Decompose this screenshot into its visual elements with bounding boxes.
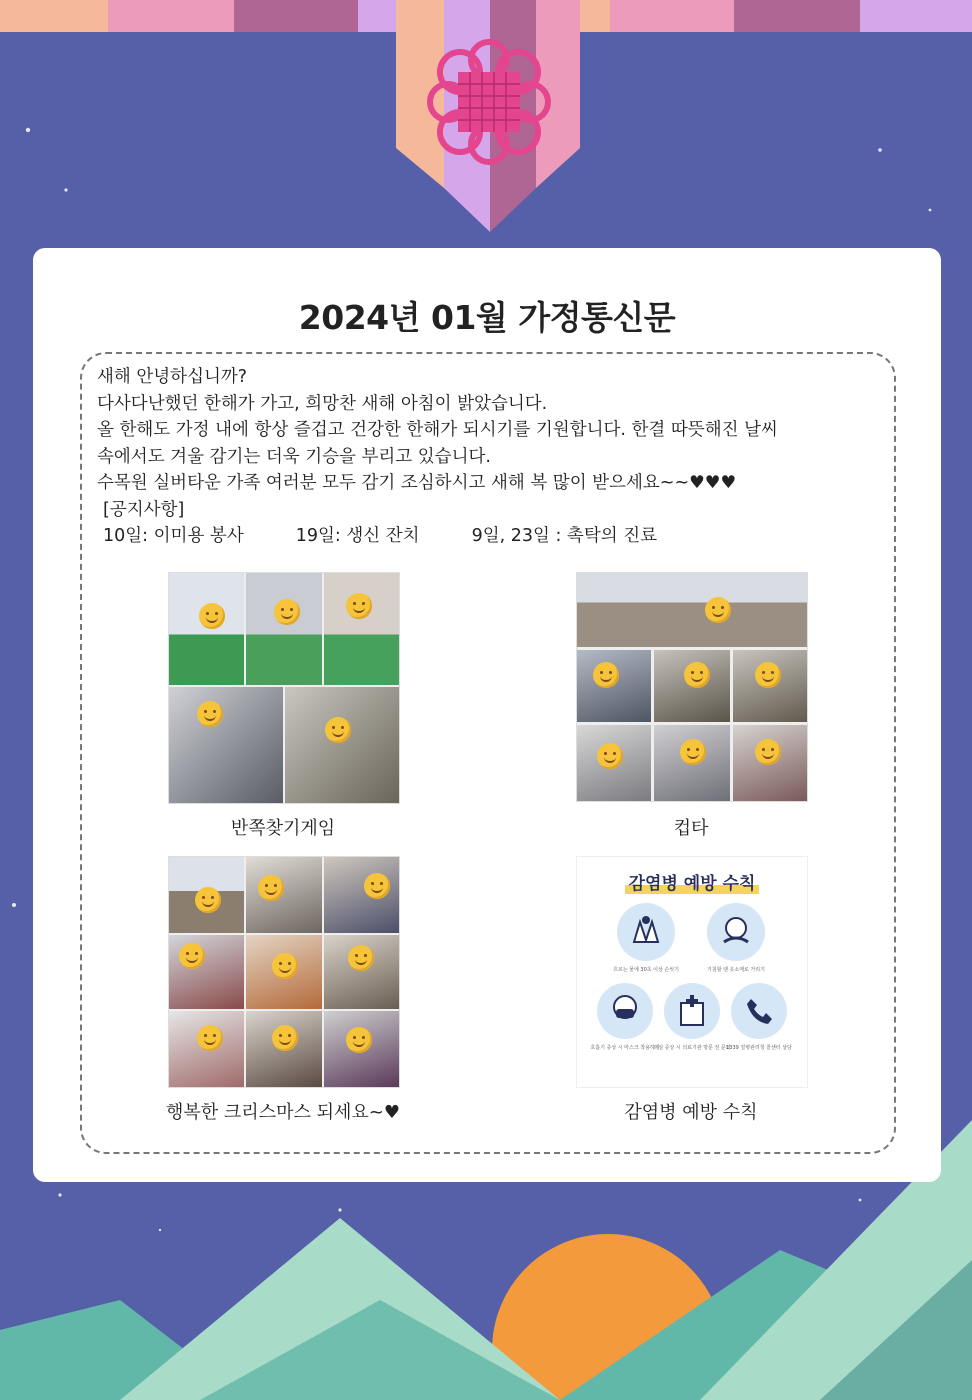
photo-tile: [246, 857, 322, 933]
photo-tile: [169, 935, 244, 1009]
photo-christmas: [168, 856, 400, 1088]
photo-tile: [577, 573, 807, 647]
notice-item: 9일, 23일 : 촉탁의 진료: [471, 526, 658, 546]
photo-tile: [577, 650, 651, 722]
knot-center: [458, 72, 520, 132]
photo-tile: [324, 573, 399, 685]
page-title: 2024년 01월 가정통신문: [298, 298, 676, 337]
greeting-line: 새해 안녕하십니까?: [97, 367, 248, 387]
photo-tile: [246, 935, 322, 1009]
greeting-line: 다사다난했던 한해가 가고, 희망찬 새해 아침이 밝았습니다.: [97, 393, 548, 414]
cough-etiquette-icon: [707, 903, 765, 961]
poster-item-text: 호흡기 증상 시 마스크 착용하기: [590, 1045, 660, 1051]
photo-caption: 행복한 크리스마스 되세요~♥: [166, 1102, 400, 1123]
notice-list: [97, 523, 897, 550]
handwash-icon: [617, 903, 675, 961]
photo-tile: [246, 573, 322, 685]
poster-title: 감염병 예방 수칙: [577, 869, 807, 894]
photo-half-finding-game: [168, 572, 400, 804]
photo-tile: [169, 573, 244, 685]
notice-title: [공지사항]: [103, 499, 185, 520]
photo-caption: 반쪽찾기게임: [230, 818, 336, 839]
hospital-icon: [664, 983, 720, 1039]
mask-icon: [597, 983, 653, 1039]
poster-item-text: 흐르는 물에 30초 이상 손씻기: [613, 967, 679, 973]
greeting-line: 올 한해도 가정 내에 항상 즐겁고 건강한 한해가 되시기를 기원합니다. 한결 따뜻해진 날씨: [97, 420, 778, 440]
photo-tile: [246, 1011, 322, 1087]
photo-tile: [169, 687, 283, 803]
newsletter-card: [33, 248, 941, 1182]
photo-tile: [324, 857, 399, 933]
notice-item: 10일: 이미용 봉사: [103, 526, 244, 546]
greeting-line: 속에서도 겨울 감기는 더욱 기승을 부리고 있습니다.: [97, 446, 491, 467]
photo-caption: 컵타: [673, 818, 709, 839]
photo-tile: [733, 725, 807, 801]
poster-item-text: 의심 증상 시 의료기관 방문 전 문의: [653, 1045, 731, 1051]
poster-infection-prevention: [576, 856, 808, 1088]
photo-tile: [169, 857, 244, 933]
photo-tile: [285, 687, 399, 803]
photo-tile: [169, 1011, 244, 1087]
phone-icon: [731, 983, 787, 1039]
photo-caption: 감염병 예방 수칙: [624, 1102, 758, 1123]
greeting-text: [97, 364, 897, 550]
photo-tile: [324, 935, 399, 1009]
photo-tile: [324, 1011, 399, 1087]
poster-item-text: 1339 질병관리청 콜센터 상담: [726, 1045, 792, 1051]
photo-cup-percussion: [576, 572, 808, 802]
poster-item-text: 기침할 땐 옷소매로 가리기: [707, 967, 765, 973]
notice-item: 19일: 생신 잔치: [295, 526, 420, 546]
photo-tile: [654, 725, 730, 801]
photo-tile: [654, 650, 730, 722]
photo-tile: [733, 650, 807, 722]
greeting-line: 수목원 실버타운 가족 여러분 모두 감기 조심하시고 새해 복 많이 받으세요~~♥♥♥: [97, 473, 737, 493]
photo-tile: [577, 725, 651, 801]
